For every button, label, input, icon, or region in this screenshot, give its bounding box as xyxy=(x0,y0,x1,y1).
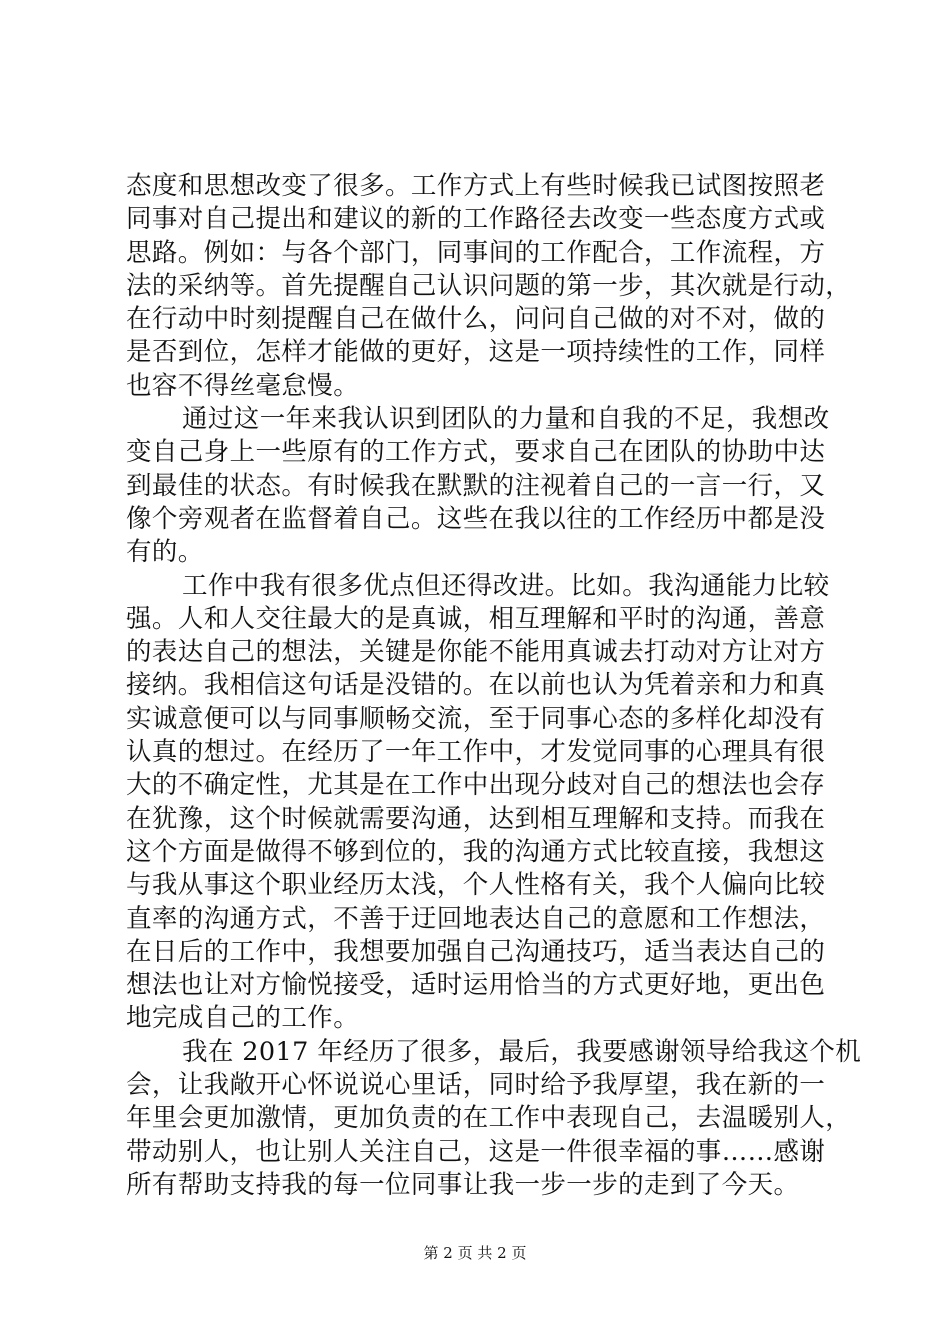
text-line: 同事对自己提出和建议的新的工作路径去改变一些态度方式或 xyxy=(126,204,826,235)
text-line: 工作中我有很多优点但还得改进。比如。我沟通能力比较 xyxy=(182,570,830,601)
text-line: 在行动中时刻提醒自己在做什么，问问自己做的对不对，做的 xyxy=(126,304,826,335)
text-line: 大的不确定性，尤其是在工作中出现分歧对自己的想法也会存 xyxy=(126,770,826,801)
text-line: 与我从事这个职业经历太浅，个人性格有关，我个人偏向比较 xyxy=(126,870,826,901)
text-line: 态度和思想改变了很多。工作方式上有些时候我已试图按照老 xyxy=(126,171,826,201)
text-line: 带动别人，也让别人关注自己，这是一件很幸福的事……感谢 xyxy=(126,1136,826,1167)
text-line: 所有帮助支持我的每一位同事让我一步一步的走到了今天。 xyxy=(126,1169,800,1200)
text-line: 法的采纳等。首先提醒自己认识问题的第一步，其次就是行动， xyxy=(126,270,852,301)
text-line: 地完成自己的工作。 xyxy=(126,1003,360,1034)
text-line: 在日后的工作中，我想要加强自己沟通技巧，适当表达自己的 xyxy=(126,936,826,967)
text-line: 接纳。我相信这句话是没错的。在以前也认为凭着亲和力和真 xyxy=(126,670,826,701)
document-body xyxy=(126,170,862,1202)
paragraph xyxy=(126,170,852,403)
text-line: 思路。例如：与各个部门，同事间的工作配合，工作流程，方 xyxy=(126,237,826,268)
text-line: 认真的想过。在经历了一年工作中，才发觉同事的心理具有很 xyxy=(126,737,826,768)
paragraph xyxy=(126,403,830,569)
text-line: 也容不得丝毫怠慢。 xyxy=(126,370,360,401)
page-footer: 第 2 页 共 2 页 xyxy=(423,1244,527,1262)
text-line: 实诚意便可以与同事顺畅交流，至于同事心态的多样化却没有 xyxy=(126,703,826,734)
text-line: 通过这一年来我认识到团队的力量和自我的不足，我想改 xyxy=(182,404,830,435)
text-line: 强。人和人交往最大的是真诚，相互理解和平时的沟通，善意 xyxy=(126,603,826,634)
paragraph xyxy=(126,570,830,1036)
text-line: 变自己身上一些原有的工作方式，要求自己在团队的协助中达 xyxy=(126,437,826,468)
text-line: 到最佳的状态。有时候我在默默的注视着自己的一言一行，又 xyxy=(126,470,826,501)
text-line: 直率的沟通方式，不善于迂回地表达自己的意愿和工作想法， xyxy=(126,903,826,934)
text-line: 想法也让对方愉悦接受，适时运用恰当的方式更好地，更出色 xyxy=(126,970,826,1001)
text-line: 是否到位，怎样才能做的更好，这是一项持续性的工作，同样 xyxy=(126,337,826,368)
text-line: 这个方面是做得不够到位的，我的沟通方式比较直接，我想这 xyxy=(126,836,826,867)
paragraph xyxy=(126,1036,862,1202)
text-line: 像个旁观者在监督着自己。这些在我以往的工作经历中都是没 xyxy=(126,503,826,534)
text-line: 在犹豫，这个时候就需要沟通，达到相互理解和支持。而我在 xyxy=(126,803,826,834)
text-line: 年里会更加激情，更加负责的在工作中表现自己，去温暖别人， xyxy=(126,1103,852,1134)
text-line: 我在 2017 年经历了很多，最后，我要感谢领导给我这个机 xyxy=(182,1036,862,1067)
text-line: 的表达自己的想法，关键是你能不能用真诚去打动对方让对方 xyxy=(126,637,826,668)
text-line: 有的。 xyxy=(126,537,204,568)
text-line: 会，让我敞开心怀说说心里话，同时给予我厚望，我在新的一 xyxy=(126,1070,826,1101)
